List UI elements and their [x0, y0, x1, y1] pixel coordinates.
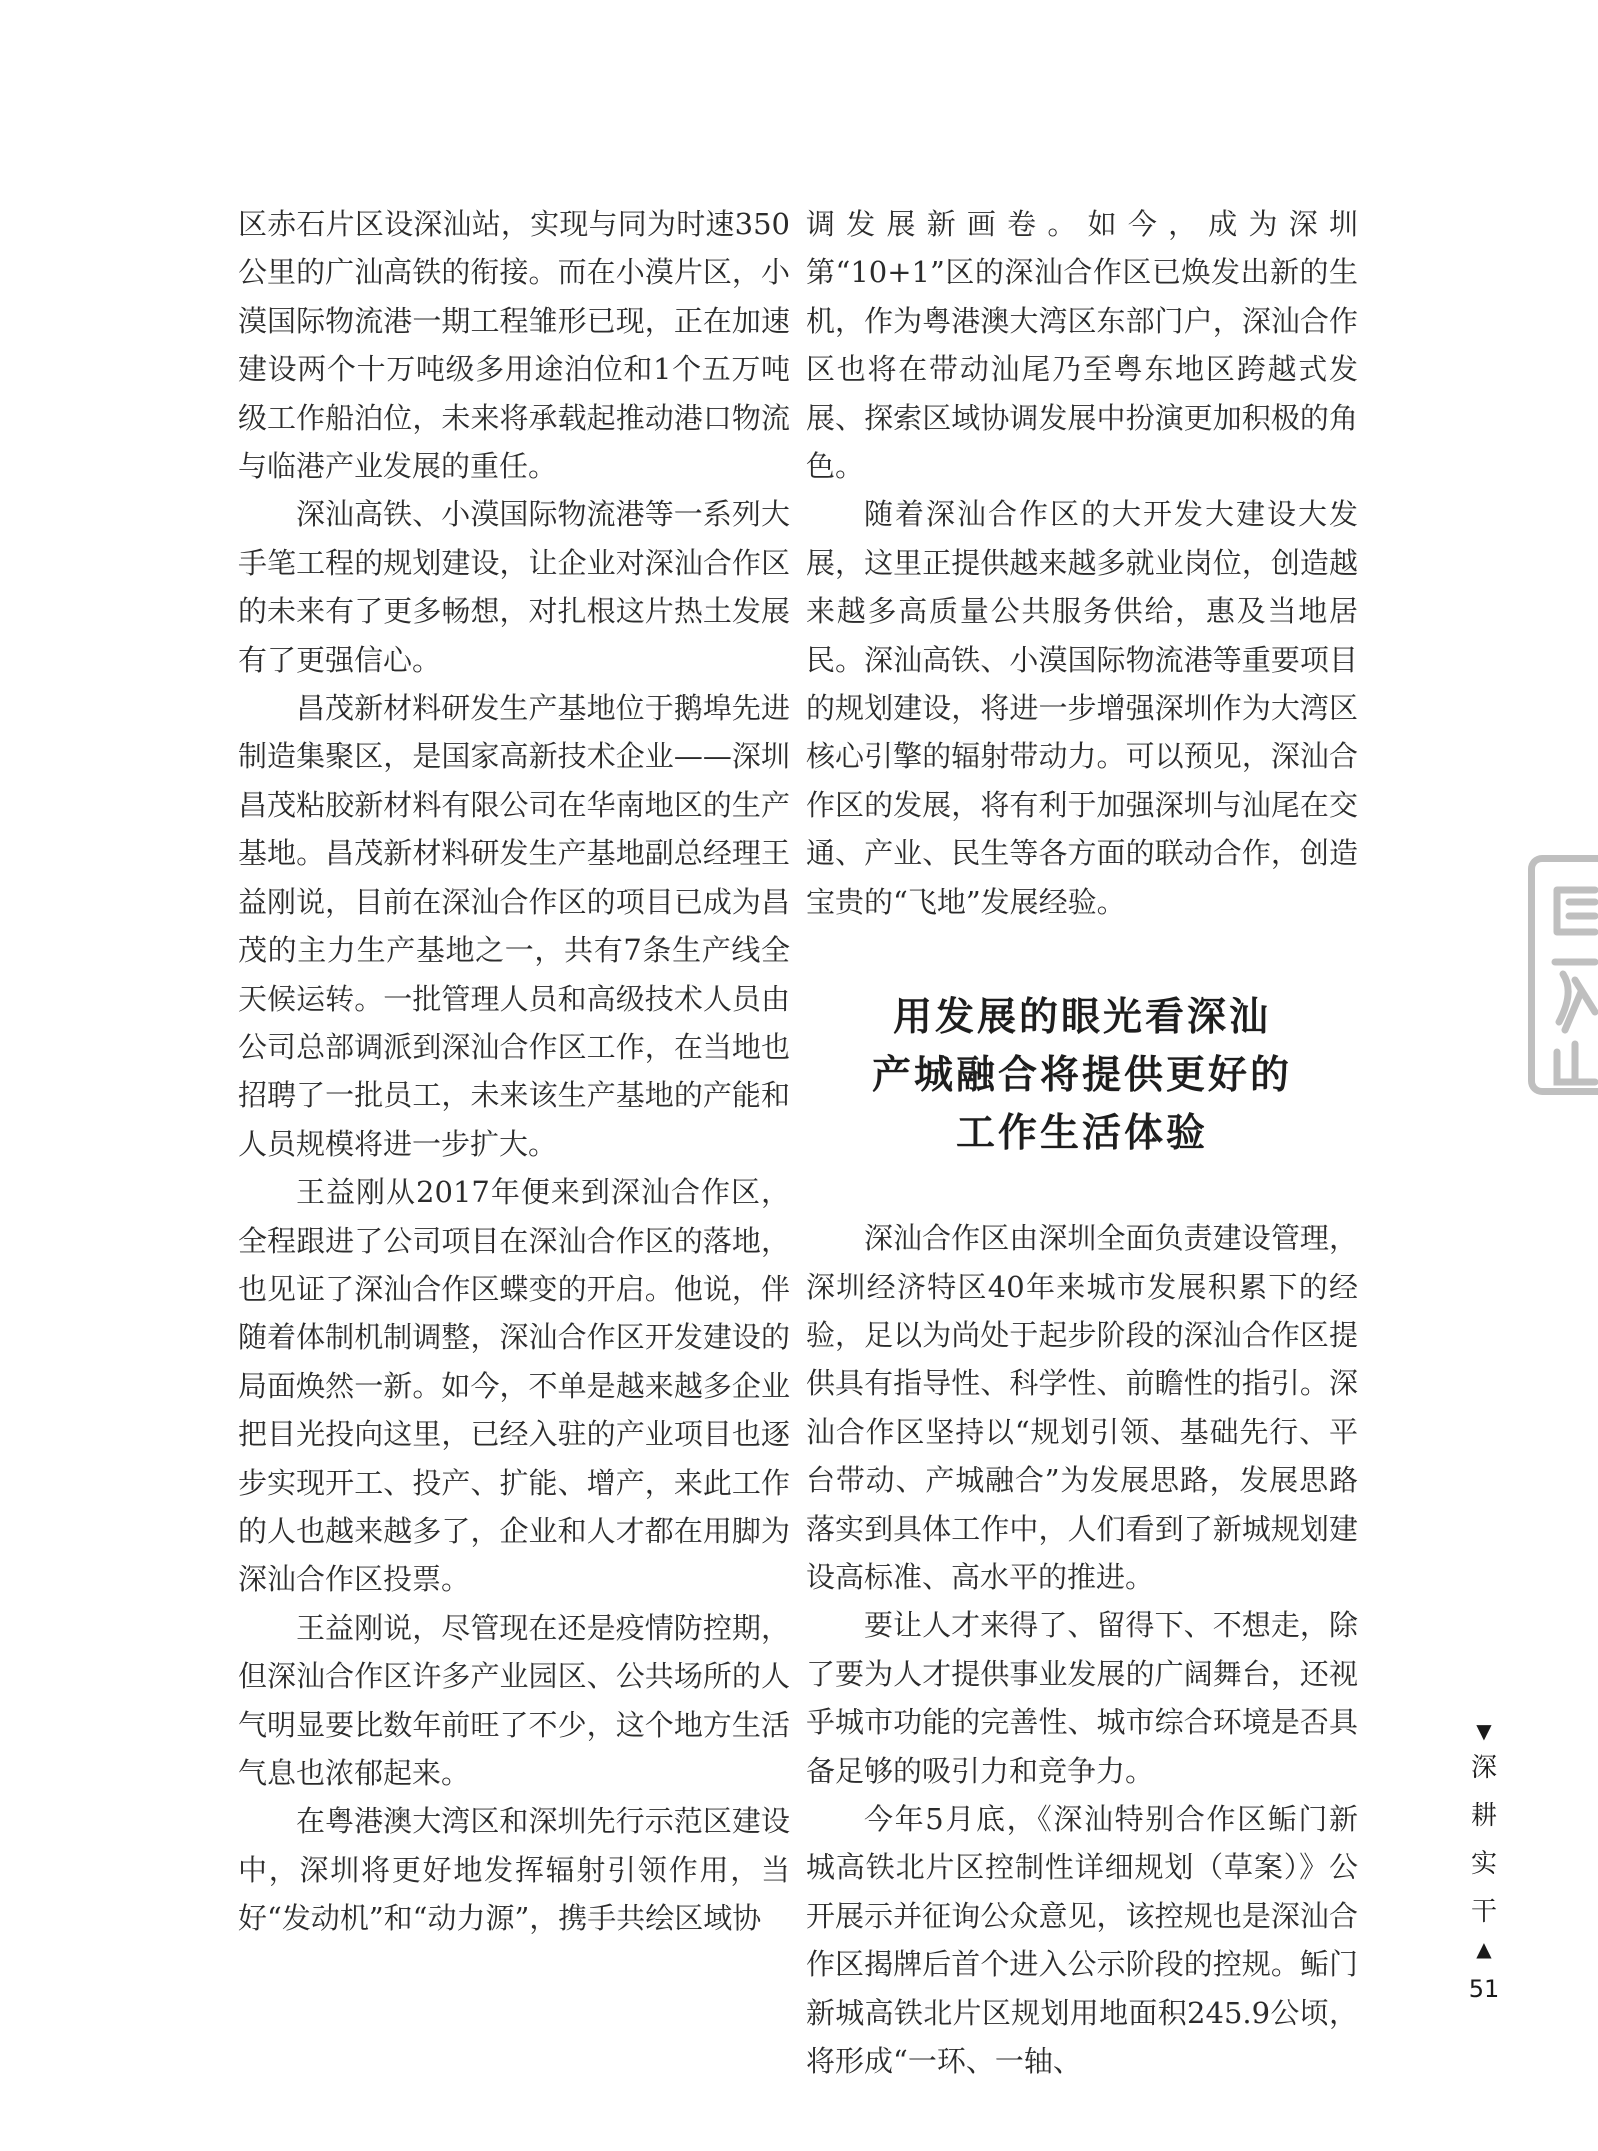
section-side-label	[1464, 1718, 1504, 1962]
side-label-char: 耕	[1470, 1801, 1497, 1831]
body-paragraph: 区赤石片区设深汕站，实现与同为时速350公里的广汕高铁的衔接。而在小漠片区，小漠国际物流港一期工程雏形已现，正在加速建设两个十万吨级多用途泊位和1个五万吨级工作船泊位，未来将承载起推动港口物流与临港产业发展的重任。	[238, 207, 790, 484]
heading-line: 用发展的眼光看深汕	[892, 994, 1271, 1041]
page-number: 51	[1468, 1975, 1500, 2003]
left-column	[238, 200, 790, 1943]
body-paragraph: 随着深汕合作区的大开发大建设大发展，这里正提供越来越多就业岗位，创造越来越多高质量公共服务供给，惠及当地居民。深汕高铁、小漠国际物流港等重要项目的规划建设，将进一步增强深圳作为大湾区核心引擎的辐射带动力。可以预见，深汕合作区的发展，将有利于加强深圳与汕尾在交通、产业、民生等各方面的联动合作，创造宝贵的“飞地”发展经验。	[806, 497, 1358, 919]
body-paragraph: 要让人才来得了、留得下、不想走，除了要为人才提供事业发展的广阔舞台，还视乎城市功能的完善性、城市综合环境是否具备足够的吸引力和竞争力。	[806, 1608, 1358, 1788]
body-paragraph: 深汕高铁、小漠国际物流港等一系列大手笔工程的规划建设，让企业对深汕合作区的未来有了更多畅想，对扎根这片热土发展有了更强信心。	[238, 497, 790, 677]
right-column	[806, 200, 1358, 2085]
heading-line: 工作生活体验	[955, 1110, 1208, 1157]
triangle-up-icon: ▲	[1476, 1937, 1492, 1961]
body-paragraph: 今年5月底，《深汕特别合作区鲘门新城高铁北片区控制性详细规划（草案）》公开展示并征询公众意见，该控规也是深汕合作区揭牌后首个进入公示阶段的控规。鲘门新城高铁北片区规划用地面积245.9公顷，将形成“一环、一轴、	[806, 1801, 1358, 2078]
body-paragraph: 在粤港澳大湾区和深圳先行示范区建设中，深圳将更好地发挥辐射引领作用，当好“发动机”和“动力源”，携手共绘区域协	[238, 1804, 790, 1936]
seal-stamp-icon	[1528, 855, 1598, 1095]
heading-line: 产城融合将提供更好的	[871, 1052, 1292, 1099]
side-label-char: 深	[1470, 1753, 1497, 1783]
body-paragraph: 深汕合作区由深圳全面负责建设管理，深圳经济特区40年来城市发展积累下的经验，足以为尚处于起步阶段的深汕合作区提供具有指导性、科学性、前瞻性的指引。深汕合作区坚持以“规划引领、基础先行、平台带动、产城融合”为发展思路，发展思路落实到具体工作中，人们看到了新城规划建设高标准、高水平的推进。	[806, 1221, 1358, 1594]
body-paragraph: 王益刚说，尽管现在还是疫情防控期，但深汕合作区许多产业园区、公共场所的人气明显要比数年前旺了不少，这个地方生活气息也浓郁起来。	[238, 1610, 790, 1790]
body-paragraph: 调发展新画卷。如今，成为深圳第“10+1”区的深汕合作区已焕发出新的生机，作为粤港澳大湾区东部门户，深汕合作区也将在带动汕尾乃至粤东地区跨越式发展、探索区域协调发展中扮演更加积极的角色。	[806, 207, 1358, 484]
body-paragraph: 王益刚从2017年便来到深汕合作区，全程跟进了公司项目在深汕合作区的落地，也见证了深汕合作区蝶变的开启。他说，伴随着体制机制调整，深汕合作区开发建设的局面焕然一新。如今，不单是越来越多企业把目光投向这里，已经入驻的产业项目也逐步实现开工、投产、扩能、增产，来此工作的人也越来越多了，企业和人才都在用脚为深汕合作区投票。	[238, 1175, 790, 1597]
side-label-char: 实	[1470, 1849, 1497, 1879]
side-label-char: 干	[1470, 1897, 1497, 1927]
triangle-down-icon: ▼	[1476, 1719, 1492, 1743]
section-heading	[806, 988, 1358, 1162]
body-paragraph: 昌茂新材料研发生产基地位于鹅埠先进制造集聚区，是国家高新技术企业——深圳昌茂粘胶新材料有限公司在华南地区的生产基地。昌茂新材料研发生产基地副总经理王益刚说，目前在深汕合作区的项目已成为昌茂的主力生产基地之一，共有7条生产线全天候运转。一批管理人员和高级技术人员由公司总部调派到深汕合作区工作，在当地也招聘了一批员工，未来该生产基地的产能和人员规模将进一步扩大。	[238, 691, 790, 1161]
